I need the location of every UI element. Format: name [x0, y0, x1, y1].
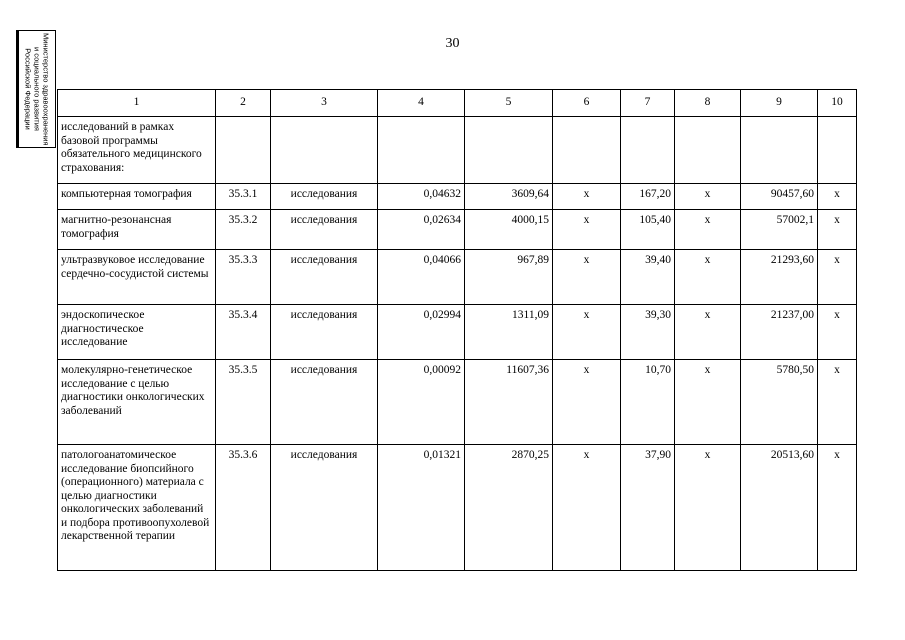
- row-col8: х: [675, 360, 741, 445]
- row-col10: х: [818, 210, 857, 250]
- row-cost: 2870,25: [465, 445, 553, 571]
- row-norm: 0,04632: [378, 184, 465, 210]
- column-header: 8: [675, 90, 741, 117]
- row-col6: х: [553, 305, 621, 360]
- ministry-stamp: [16, 30, 56, 148]
- row-name: эндоскопическое диагностическое исследование: [58, 305, 216, 360]
- row-col8: х: [675, 250, 741, 305]
- row-norm: 0,01321: [378, 445, 465, 571]
- row-cost: 1311,09: [465, 305, 553, 360]
- row-unit: исследования: [271, 360, 378, 445]
- row-norm: 0,02634: [378, 210, 465, 250]
- row-name: исследований в рамках базовой программы обязательного медицинского страхования:: [58, 117, 216, 184]
- row-col7: 39,30: [621, 305, 675, 360]
- row-unit: исследования: [271, 305, 378, 360]
- row-unit: исследования: [271, 445, 378, 571]
- column-header: 3: [271, 90, 378, 117]
- row-code: 35.3.3: [216, 250, 271, 305]
- row-col7: 10,70: [621, 360, 675, 445]
- row-cost: 4000,15: [465, 210, 553, 250]
- row-col8: [675, 117, 741, 184]
- row-code: 35.3.5: [216, 360, 271, 445]
- row-col7: [621, 117, 675, 184]
- row-code: 35.3.2: [216, 210, 271, 250]
- row-col7: 37,90: [621, 445, 675, 571]
- row-col8: х: [675, 184, 741, 210]
- row-col9: 5780,50: [741, 360, 818, 445]
- row-col9: [741, 117, 818, 184]
- row-unit: [271, 117, 378, 184]
- row-col10: [818, 117, 857, 184]
- column-header: 7: [621, 90, 675, 117]
- table-row: [58, 250, 857, 305]
- row-col10: х: [818, 445, 857, 571]
- row-col8: х: [675, 445, 741, 571]
- row-unit: исследования: [271, 250, 378, 305]
- row-col6: [553, 117, 621, 184]
- row-col10: х: [818, 360, 857, 445]
- row-col9: 21293,60: [741, 250, 818, 305]
- row-cost: 3609,64: [465, 184, 553, 210]
- column-header: 5: [465, 90, 553, 117]
- row-col9: 21237,00: [741, 305, 818, 360]
- row-cost: 11607,36: [465, 360, 553, 445]
- table-row: [58, 184, 857, 210]
- table-row: [58, 305, 857, 360]
- row-col9: 20513,60: [741, 445, 818, 571]
- row-norm: 0,04066: [378, 250, 465, 305]
- row-col6: х: [553, 210, 621, 250]
- page-number: 30: [445, 36, 460, 51]
- row-norm: [378, 117, 465, 184]
- row-code: [216, 117, 271, 184]
- table-row: [58, 360, 857, 445]
- table-row: [58, 210, 857, 250]
- row-col7: 105,40: [621, 210, 675, 250]
- row-name: магнитно-резонансная томография: [58, 210, 216, 250]
- column-header: 1: [58, 90, 216, 117]
- row-code: 35.3.6: [216, 445, 271, 571]
- row-col6: х: [553, 250, 621, 305]
- row-code: 35.3.1: [216, 184, 271, 210]
- column-header: 6: [553, 90, 621, 117]
- row-col10: х: [818, 184, 857, 210]
- table-row: [58, 445, 857, 571]
- stamp-line: Российской Федерации: [23, 48, 33, 130]
- row-col8: х: [675, 210, 741, 250]
- row-col6: х: [553, 184, 621, 210]
- stamp-line: и социального развития: [32, 47, 42, 131]
- column-header: 9: [741, 90, 818, 117]
- row-cost: 967,89: [465, 250, 553, 305]
- column-header: 2: [216, 90, 271, 117]
- row-unit: исследования: [271, 210, 378, 250]
- row-name: патологоанатомическое исследование биопсийного (операционного) материала с целью диагностики онкологических заболеваний и подбора противоопухолевой лекарственной терапии: [58, 445, 216, 571]
- row-col9: 57002,1: [741, 210, 818, 250]
- row-col7: 167,20: [621, 184, 675, 210]
- row-norm: 0,00092: [378, 360, 465, 445]
- row-col7: 39,40: [621, 250, 675, 305]
- column-header: 4: [378, 90, 465, 117]
- table-header-row: [58, 90, 857, 117]
- row-col10: х: [818, 305, 857, 360]
- row-code: 35.3.4: [216, 305, 271, 360]
- row-col6: х: [553, 360, 621, 445]
- stamp-line: Министерство здравоохранения: [41, 33, 51, 146]
- column-header: 10: [818, 90, 857, 117]
- row-name: компьютерная томография: [58, 184, 216, 210]
- row-cost: [465, 117, 553, 184]
- row-col8: х: [675, 305, 741, 360]
- row-name: ультразвуковое исследование сердечно-сосудистой системы: [58, 250, 216, 305]
- data-table: [57, 89, 857, 571]
- row-col6: х: [553, 445, 621, 571]
- stamp-text: [24, 33, 51, 145]
- row-unit: исследования: [271, 184, 378, 210]
- row-col9: 90457,60: [741, 184, 818, 210]
- row-norm: 0,02994: [378, 305, 465, 360]
- row-name: молекулярно-генетическое исследование с целью диагностики онкологических заболеваний: [58, 360, 216, 445]
- table-row: [58, 117, 857, 184]
- row-col10: х: [818, 250, 857, 305]
